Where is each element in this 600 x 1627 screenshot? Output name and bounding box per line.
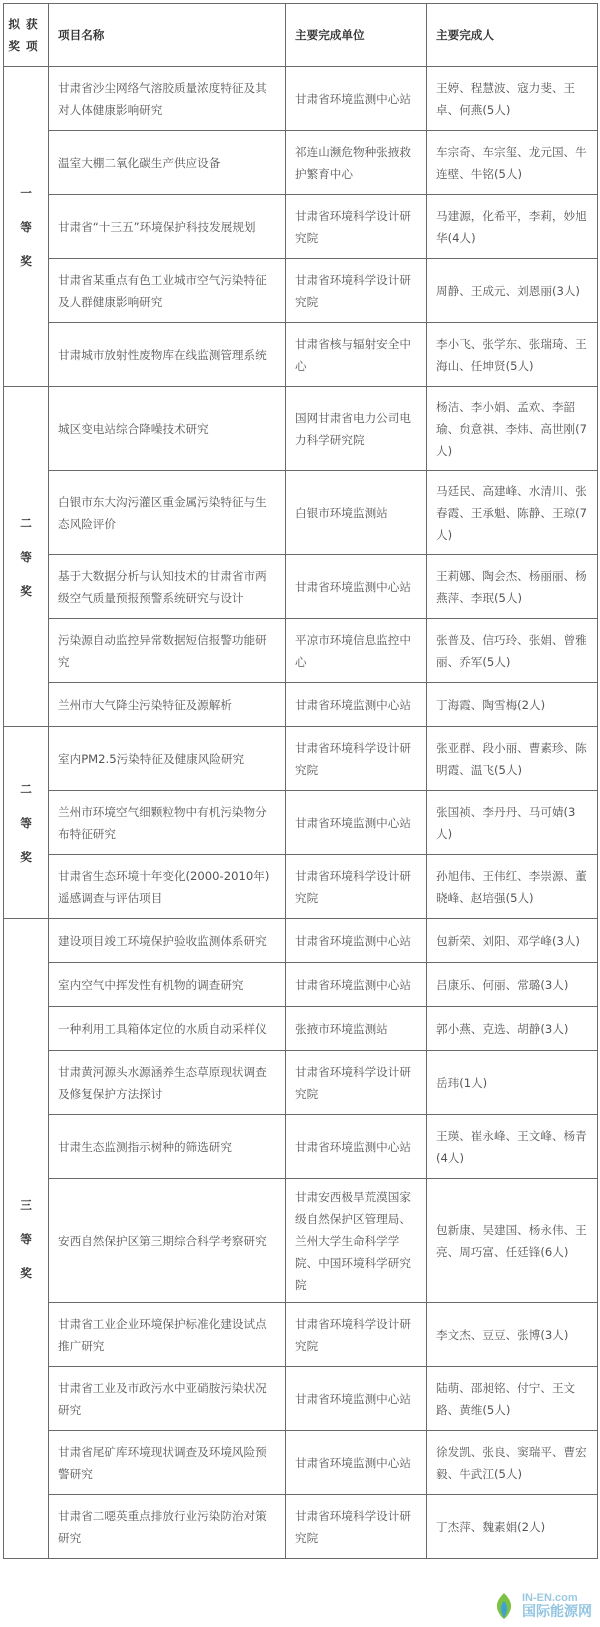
people-cell: 李文杰、豆豆、张博(3人)	[427, 1303, 598, 1367]
project-name-cell: 兰州市大气降尘污染特征及源解析	[49, 683, 286, 727]
table-row	[4, 1431, 598, 1495]
watermark	[489, 1591, 592, 1621]
people-cell: 马建源，化希平，李莉，妙旭华(4人)	[427, 195, 598, 259]
unit-cell: 甘肃省环境科学设计研究院	[286, 259, 427, 323]
table-row	[4, 1367, 598, 1431]
watermark-name: 国际能源网	[522, 1603, 592, 1620]
people-cell: 张普及、信巧玲、张娟、曾雅丽、乔军(5人)	[427, 619, 598, 683]
people-cell: 张亚群、段小丽、曹素珍、陈明霞、温飞(5人)	[427, 727, 598, 791]
unit-cell: 甘肃省环境监测中心站	[286, 1115, 427, 1179]
header-prize-line2: 奖项	[8, 39, 44, 53]
people-cell: 杨洁、李小娟、孟欢、李韶瑜、贠意祺、李炜、高世刚(7人)	[427, 387, 598, 471]
table-row	[4, 131, 598, 195]
people-cell: 吕康乐、何丽、常璐(3人)	[427, 963, 598, 1007]
unit-cell: 白银市环境监测站	[286, 471, 427, 555]
table-row	[4, 1495, 598, 1559]
unit-cell: 平凉市环境信息监控中心	[286, 619, 427, 683]
unit-cell: 祁连山濒危物种张掖救护繁育中心	[286, 131, 427, 195]
prize-level-char: 三	[20, 1197, 32, 1212]
project-name-cell: 一种利用工具箱体定位的水质自动采样仪	[49, 1007, 286, 1051]
table-row	[4, 1179, 598, 1303]
project-name-cell: 兰州市环境空气细颗粒物中有机污染物分布特征研究	[49, 791, 286, 855]
unit-cell: 甘肃安西极旱荒漠国家级自然保护区管理局、兰州大学生命科学学院、中国环境科学研究院	[286, 1179, 427, 1303]
unit-cell: 甘肃省核与辐射安全中心	[286, 323, 427, 387]
header-people: 主要完成人	[427, 4, 598, 67]
table-row	[4, 1051, 598, 1115]
prize-level-char: 二	[20, 781, 32, 796]
project-name-cell: 甘肃省生态环境十年变化(2000-2010年)遥感调查与评估项目	[49, 855, 286, 919]
unit-cell: 甘肃省环境监测中心站	[286, 791, 427, 855]
table-row	[4, 727, 598, 791]
table-row	[4, 387, 598, 471]
prize-level-char: 奖	[20, 849, 32, 864]
header-prize-line1: 拟获	[8, 17, 44, 31]
table-row	[4, 683, 598, 727]
header-prize	[4, 4, 49, 67]
project-name-cell: 甘肃省尾矿库环境现状调查及环境风险预警研究	[49, 1431, 286, 1495]
people-cell: 徐发凯、张良、窦瑞平、曹宏毅、牛武江(5人)	[427, 1431, 598, 1495]
table-row	[4, 67, 598, 131]
people-cell: 马廷民、高建峰、水清川、张春霞、王承魁、陈静、王琼(7人)	[427, 471, 598, 555]
people-cell: 王婷、程慧波、寇力斐、王卓、何燕(5人)	[427, 67, 598, 131]
project-name-cell: 甘肃省二噁英重点排放行业污染防治对策研究	[49, 1495, 286, 1559]
table-row	[4, 1115, 598, 1179]
unit-cell: 甘肃省环境监测中心站	[286, 1367, 427, 1431]
people-cell: 王莉娜、陶会杰、杨丽丽、杨燕萍、李珉(5人)	[427, 555, 598, 619]
unit-cell: 甘肃省环境科学设计研究院	[286, 1051, 427, 1115]
unit-cell: 国网甘肃省电力公司电力科学研究院	[286, 387, 427, 471]
header-row	[4, 4, 598, 67]
unit-cell: 甘肃省环境监测中心站	[286, 683, 427, 727]
unit-cell: 甘肃省环境科学设计研究院	[286, 1303, 427, 1367]
table-row	[4, 855, 598, 919]
table-row	[4, 323, 598, 387]
unit-cell: 甘肃省环境科学设计研究院	[286, 855, 427, 919]
project-name-cell: 甘肃省工业及市政污水中亚硝胺污染状况研究	[49, 1367, 286, 1431]
project-name-cell: 室内空气中挥发性有机物的调查研究	[49, 963, 286, 1007]
table-row	[4, 195, 598, 259]
prize-level-cell	[4, 919, 49, 1559]
project-name-cell: 温室大棚二氧化碳生产供应设备	[49, 131, 286, 195]
prize-level-cell	[4, 727, 49, 919]
project-name-cell: 基于大数据分析与认知技术的甘肃省市两级空气质量预报预警系统研究与设计	[49, 555, 286, 619]
people-cell: 丁杰萍、魏素娟(2人)	[427, 1495, 598, 1559]
prize-level-char: 二	[20, 515, 32, 530]
people-cell: 王瑛、崔永峰、王文峰、杨青(4人)	[427, 1115, 598, 1179]
project-name-cell: 甘肃省某重点有色工业城市空气污染特征及人群健康影响研究	[49, 259, 286, 323]
project-name-cell: 污染源自动监控异常数据短信报警功能研究	[49, 619, 286, 683]
unit-cell: 张掖市环境监测站	[286, 1007, 427, 1051]
prize-level-cell	[4, 387, 49, 727]
unit-cell: 甘肃省环境科学设计研究院	[286, 1495, 427, 1559]
people-cell: 李小飞、张学东、张瑞琦、王海山、任坤贤(5人)	[427, 323, 598, 387]
header-name: 项目名称	[49, 4, 286, 67]
people-cell: 包新荣、刘阳、邓学峰(3人)	[427, 919, 598, 963]
unit-cell: 甘肃省环境监测中心站	[286, 963, 427, 1007]
unit-cell: 甘肃省环境科学设计研究院	[286, 195, 427, 259]
people-cell: 周静、王成元、刘恩丽(3人)	[427, 259, 598, 323]
project-name-cell: 甘肃黄河源头水源涵养生态草原现状调查及修复保护方法探讨	[49, 1051, 286, 1115]
awards-table	[3, 3, 598, 1559]
project-name-cell: 甘肃省沙尘网络气溶胶质量浓度特征及其对人体健康影响研究	[49, 67, 286, 131]
table-row	[4, 619, 598, 683]
project-name-cell: 甘肃省“十三五”环境保护科技发展规划	[49, 195, 286, 259]
project-name-cell: 安西自然保护区第三期综合科学考察研究	[49, 1179, 286, 1303]
unit-cell: 甘肃省环境科学设计研究院	[286, 727, 427, 791]
prize-level-char: 等	[20, 1231, 32, 1246]
people-cell: 郭小燕、克选、胡静(3人)	[427, 1007, 598, 1051]
people-cell: 陆萌、邵昶铭、付宁、王文路、黄维(5人)	[427, 1367, 598, 1431]
table-row	[4, 471, 598, 555]
table-row	[4, 919, 598, 963]
prize-level-char: 一	[20, 185, 32, 200]
unit-cell: 甘肃省环境监测中心站	[286, 1431, 427, 1495]
people-cell: 包新康、吴建国、杨永伟、王亮、周巧富、任廷锋(6人)	[427, 1179, 598, 1303]
prize-level-char: 等	[20, 219, 32, 234]
project-name-cell: 室内PM2.5污染特征及健康风险研究	[49, 727, 286, 791]
project-name-cell: 城区变电站综合降噪技术研究	[49, 387, 286, 471]
prize-level-cell	[4, 67, 49, 387]
prize-level-char: 等	[20, 549, 32, 564]
prize-level-char: 奖	[20, 1265, 32, 1280]
people-cell: 张国祯、李丹丹、马可婧(3人)	[427, 791, 598, 855]
table-row	[4, 555, 598, 619]
prize-level-char: 等	[20, 815, 32, 830]
prize-level-char: 奖	[20, 253, 32, 268]
table-row	[4, 1007, 598, 1051]
people-cell: 车宗奇、车宗玺、龙元国、牛连壁、牛铭(5人)	[427, 131, 598, 195]
people-cell: 孙旭伟、王伟红、李崇源、董晓峰、赵培强(5人)	[427, 855, 598, 919]
people-cell: 岳玮(1人)	[427, 1051, 598, 1115]
project-name-cell: 甘肃城市放射性废物库在线监测管理系统	[49, 323, 286, 387]
watermark-url: IN-EN.com	[522, 1591, 578, 1604]
table-row	[4, 791, 598, 855]
project-name-cell: 白银市东大沟污灌区重金属污染特征与生态风险评价	[49, 471, 286, 555]
unit-cell: 甘肃省环境监测中心站	[286, 555, 427, 619]
table-row	[4, 259, 598, 323]
unit-cell: 甘肃省环境监测中心站	[286, 919, 427, 963]
header-unit: 主要完成单位	[286, 4, 427, 67]
unit-cell: 甘肃省环境监测中心站	[286, 67, 427, 131]
table-row	[4, 1303, 598, 1367]
table-row	[4, 963, 598, 1007]
prize-level-char: 奖	[20, 583, 32, 598]
project-name-cell: 甘肃生态监测指示树种的筛选研究	[49, 1115, 286, 1179]
in-en-logo-icon	[489, 1591, 519, 1621]
people-cell: 丁海霞、陶雪梅(2人)	[427, 683, 598, 727]
project-name-cell: 建设项目竣工环境保护验收监测体系研究	[49, 919, 286, 963]
project-name-cell: 甘肃省工业企业环境保护标准化建设试点推广研究	[49, 1303, 286, 1367]
